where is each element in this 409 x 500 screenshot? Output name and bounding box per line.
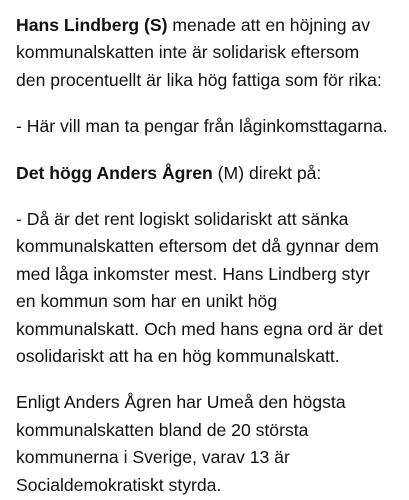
text-line: kommunalskatten inte är solidarisk eftersom	[16, 42, 360, 63]
quote-line: - Här vill man ta pengar från låginkomsttagarna.	[16, 116, 388, 137]
paragraph-anders-agren	[16, 160, 401, 187]
text-line: kommunalskatten bland de 20 största	[16, 419, 309, 440]
paragraph-text: menade att en höjning av	[167, 15, 370, 35]
quote-line: kommunalskatt. Och med hans egna ord är det	[16, 318, 383, 339]
quote-line: kommunalskatten eftersom det då gynnar dem	[16, 236, 379, 257]
text-line	[16, 12, 401, 39]
quote-line: en kommun som har en unikt hög	[16, 291, 278, 312]
paragraph-hans-lindberg	[16, 12, 401, 94]
speaker-name-hans-lindberg: Hans Lindberg (S)	[16, 15, 168, 35]
quote-anders-agren	[16, 206, 401, 370]
paragraph-umea-tax	[16, 389, 401, 499]
text-line: kommunerna i Sverige, varav 13 är	[16, 447, 290, 468]
article-body	[16, 12, 401, 499]
text-line: Socialdemokratiskt styrda.	[16, 474, 222, 495]
quote-line: osolidariskt att ha en hög kommunalskatt.	[16, 346, 340, 367]
text-line: den procentuellt är lika hög fattiga som för rika:	[16, 69, 382, 90]
lead-text-anders-agren: Det högg Anders Ågren	[16, 162, 213, 183]
text-line	[16, 160, 401, 187]
quote-line: - Då är det rent logiskt solidariskt att sänka	[16, 209, 349, 230]
quote-hans-lindberg	[16, 113, 401, 140]
quote-line: med låga inkomster mest. Hans Lindberg styr	[16, 263, 370, 284]
text-line: Enligt Anders Ågren har Umeå den högsta	[16, 392, 346, 413]
paragraph-text: (M) direkt på:	[212, 162, 322, 183]
